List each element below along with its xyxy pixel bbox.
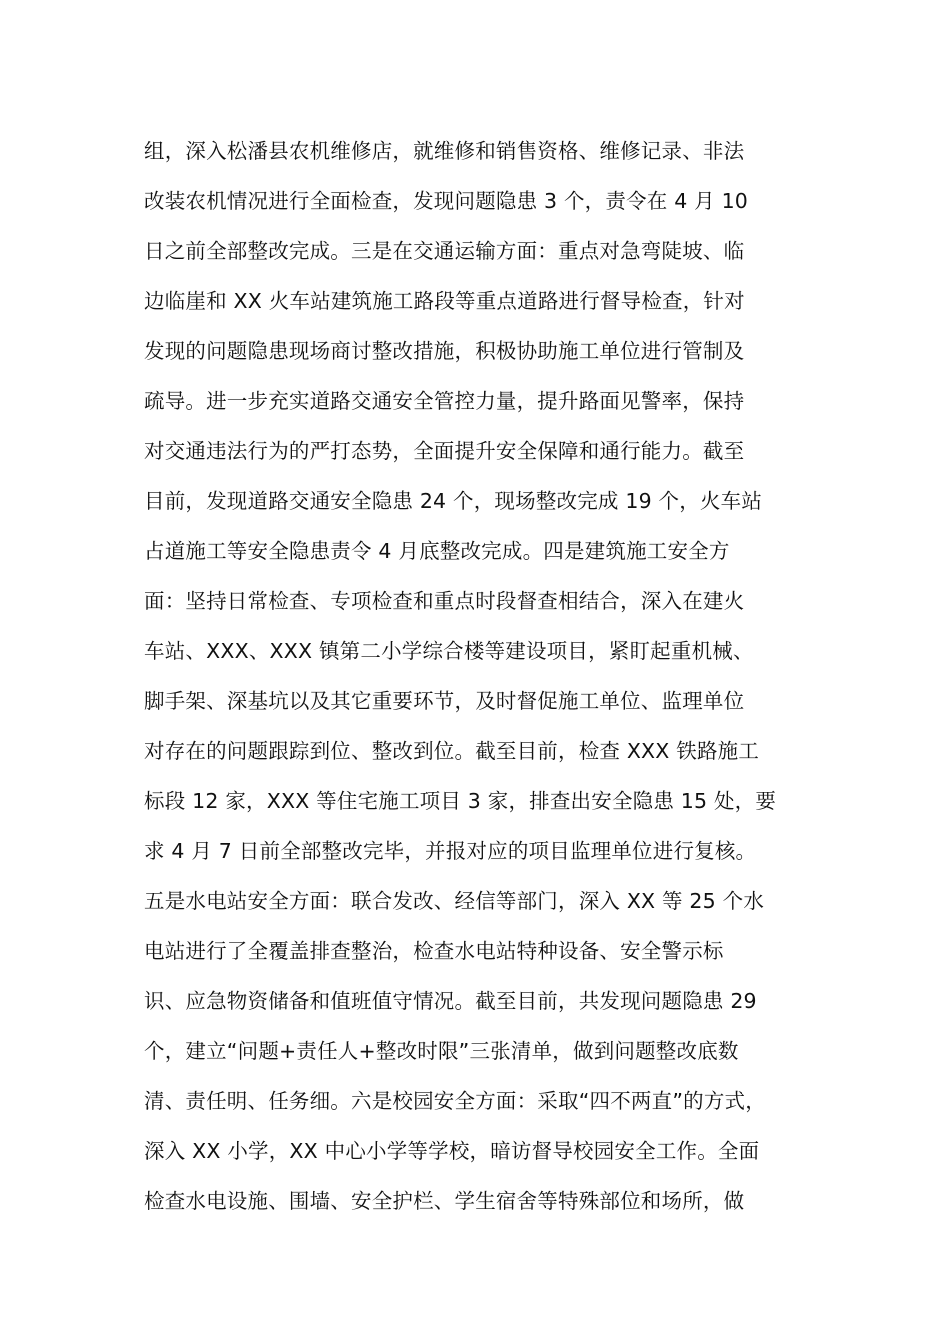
text-line: 组，深入松潘县农机维修店，就维修和销售资格、维修记录、非法: [144, 139, 745, 163]
text-line: 目前，发现道路交通安全隐患 24 个，现场整改完成 19 个，火车站: [144, 489, 763, 513]
text-line: 边临崖和 XX 火车站建筑施工路段等重点道路进行督导检查，针对: [144, 289, 745, 313]
text-line: 深入 XX 小学，XX 中心小学等学校，暗访督导校园安全工作。全面: [144, 1139, 760, 1163]
text-line: 清、责任明、任务细。六是校园安全方面：采取“四不两直”的方式，: [144, 1089, 766, 1113]
body-paragraph: [144, 126, 814, 1226]
text-line: 标段 12 家，XXX 等住宅施工项目 3 家，排查出安全隐患 15 处，要: [144, 789, 777, 813]
text-line: 疏导。进一步充实道路交通安全管控力量，提升路面见警率，保持: [144, 389, 745, 413]
text-line: 求 4 月 7 日前全部整改完毕，并报对应的项目监理单位进行复核。: [144, 839, 757, 863]
text-line: 五是水电站安全方面：联合发改、经信等部门，深入 XX 等 25 个水: [144, 889, 765, 913]
text-line: 改装农机情况进行全面检查，发现问题隐患 3 个，责令在 4 月 10: [144, 189, 749, 213]
text-line: 电站进行了全覆盖排查整治，检查水电站特种设备、安全警示标: [144, 939, 724, 963]
text-line: 检查水电设施、围墙、安全护栏、学生宿舍等特殊部位和场所，做: [144, 1189, 745, 1213]
text-line: 占道施工等安全隐患责令 4 月底整改完成。四是建筑施工安全方: [144, 539, 730, 563]
text-line: 发现的问题隐患现场商讨整改措施，积极协助施工单位进行管制及: [144, 339, 745, 363]
text-line: 车站、XXX、XXX 镇第二小学综合楼等建设项目，紧盯起重机械、: [144, 639, 754, 663]
text-line: 脚手架、深基坑以及其它重要环节，及时督促施工单位、监理单位: [144, 689, 745, 713]
text-line: 对存在的问题跟踪到位、整改到位。截至目前，检查 XXX 铁路施工: [144, 739, 760, 763]
text-line: 面：坚持日常检查、专项检查和重点时段督查相结合，深入在建火: [144, 589, 745, 613]
text-line: 日之前全部整改完成。三是在交通运输方面：重点对急弯陡坡、临: [144, 239, 745, 263]
text-line: 识、应急物资储备和值班值守情况。截至目前，共发现问题隐患 29: [144, 989, 757, 1013]
text-line: 对交通违法行为的严打态势，全面提升安全保障和通行能力。截至: [144, 439, 745, 463]
text-line: 个，建立“问题+责任人+整改时限”三张清单，做到问题整改底数: [144, 1039, 739, 1063]
